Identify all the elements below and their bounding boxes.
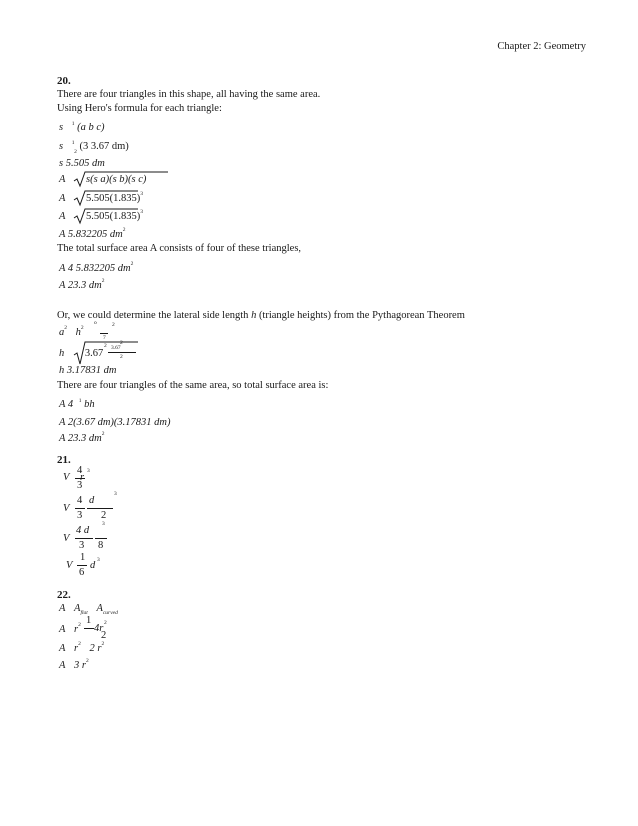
p21-final-diameter: d <box>90 560 96 571</box>
p20-pyth-superscript: o <box>94 320 97 326</box>
p20-h-exponent: 2 <box>104 343 107 349</box>
p21-frac-denominator: 6 <box>79 567 85 578</box>
fraction-bar <box>75 538 93 539</box>
radical-sign <box>74 341 140 365</box>
problem-21-number: 21. <box>57 454 71 466</box>
p20-h-equation: h 3.67 <box>59 348 104 359</box>
radical-sign <box>74 208 140 224</box>
p20-semiperimeter-formula: s $^1$ (a b c) <box>59 121 105 133</box>
p22-frac-numerator: 1 <box>86 615 92 626</box>
p22-area-simplify: A $r^2$ 2 $r^2$ <box>59 641 105 654</box>
p21-eight-denominator: 8 <box>98 540 104 551</box>
p20-area-substitution: A 2(3.67 dm)(3.17831 dm) <box>59 417 171 428</box>
p21-simplify-exponent: 3 <box>102 521 105 527</box>
p20-h-inner-value: 3.67 <box>111 345 121 351</box>
p21-final-volume-v: V <box>66 560 73 571</box>
p21-frac-numerator: 1 <box>80 552 86 563</box>
p21-radius-exponent: 3 <box>87 468 90 474</box>
fraction-bar <box>77 565 87 566</box>
fraction-bar <box>100 333 108 334</box>
p21-simplify-volume-v: V <box>63 533 70 544</box>
p21-frac-numerator: 4 <box>77 495 83 506</box>
p20-pythagorean-equation: $a^2$ $h^2$ <box>59 325 84 338</box>
p21-diameter-volume-v: V <box>63 503 70 514</box>
p21-frac-numerator: 4 d <box>76 525 90 536</box>
fraction-bar <box>95 538 107 539</box>
problem-20-number: 20. <box>57 75 71 87</box>
fraction-bar <box>87 508 113 509</box>
p20-total-expression: A 4 5.832205 $dm^2$ <box>59 261 134 274</box>
p21-diameter: d <box>89 495 95 506</box>
p20-pyth-top: 2 <box>112 322 115 328</box>
p20-alternative-text: Or, we could determine the lateral side length h (triangle heights) from the Pythagorean Theorem <box>57 310 465 321</box>
p20-area-result: A 23.3 $dm^2$ <box>59 431 105 444</box>
p21-frac-denominator: 3 <box>79 540 85 551</box>
p20-heron-substitution-1: A $5.505(1.835)^3$ <box>59 191 144 204</box>
p21-diameter-exponent: 3 <box>114 491 117 497</box>
p20-total-text: The total surface area A consists of four of these triangles, <box>57 243 302 254</box>
radical-sign <box>74 190 140 206</box>
fraction-bar <box>75 508 85 509</box>
p20-h-inner-exponent: 2 <box>120 340 123 346</box>
p21-frac-denominator: 3 <box>77 510 83 521</box>
p20-semiperimeter-substitution: s $^1$ $_2$ (3 3.67 dm) <box>59 140 129 155</box>
p20-triangle-area: A 5.832205 $dm^2$ <box>59 227 126 240</box>
p21-sphere-volume-v: V <box>63 472 70 483</box>
problem-22-number: 22. <box>57 589 71 601</box>
p20-area-formula: A 4 $^1$ bh <box>59 398 95 410</box>
p20-total-result: A 23.3 $dm^2$ <box>59 278 105 291</box>
p20-four-triangles-text: There are four triangles of the same area, so total surface area is: <box>57 380 329 391</box>
p21-frac-numerator: 4 <box>77 465 83 476</box>
fraction-bar <box>84 628 94 629</box>
chapter-header: Chapter 2: Geometry <box>497 41 586 52</box>
p22-area-substitution: A $r^2$ <box>59 622 81 635</box>
p22-four-r: 4r <box>94 623 104 634</box>
p21-frac-denominator: 3 <box>77 480 83 491</box>
p21-half-denominator: 2 <box>101 510 107 521</box>
p20-h-denominator: 2 <box>120 354 123 360</box>
p20-intro-line2: Using Hero's formula for each triangle: <box>57 103 222 114</box>
radical-sign <box>74 171 170 187</box>
p21-radius: r <box>80 472 85 483</box>
p20-semiperimeter-value: s 5.505 dm <box>59 158 105 169</box>
p22-area-result: A 3 $r^2$ <box>59 658 89 671</box>
p21-final-exponent: 3 <box>97 557 100 563</box>
p20-heron-substitution-2: A $5.505(1.835)^3$ <box>59 209 144 222</box>
p20-heron-formula: A s(s a)(s b)(s c) <box>59 174 147 185</box>
p20-intro-line1: There are four triangles in this shape, all having the same area. <box>57 89 321 100</box>
p22-area-sum: A $A_{flat}$ $A_{curved}$ <box>59 603 118 616</box>
p22-frac-denominator: 2 <box>101 630 107 641</box>
p20-h-value: h 3.17831 dm <box>59 365 117 376</box>
p20-pyth-denominator: 7 <box>103 335 106 341</box>
p22-four-r-exponent: 2 <box>104 620 107 626</box>
